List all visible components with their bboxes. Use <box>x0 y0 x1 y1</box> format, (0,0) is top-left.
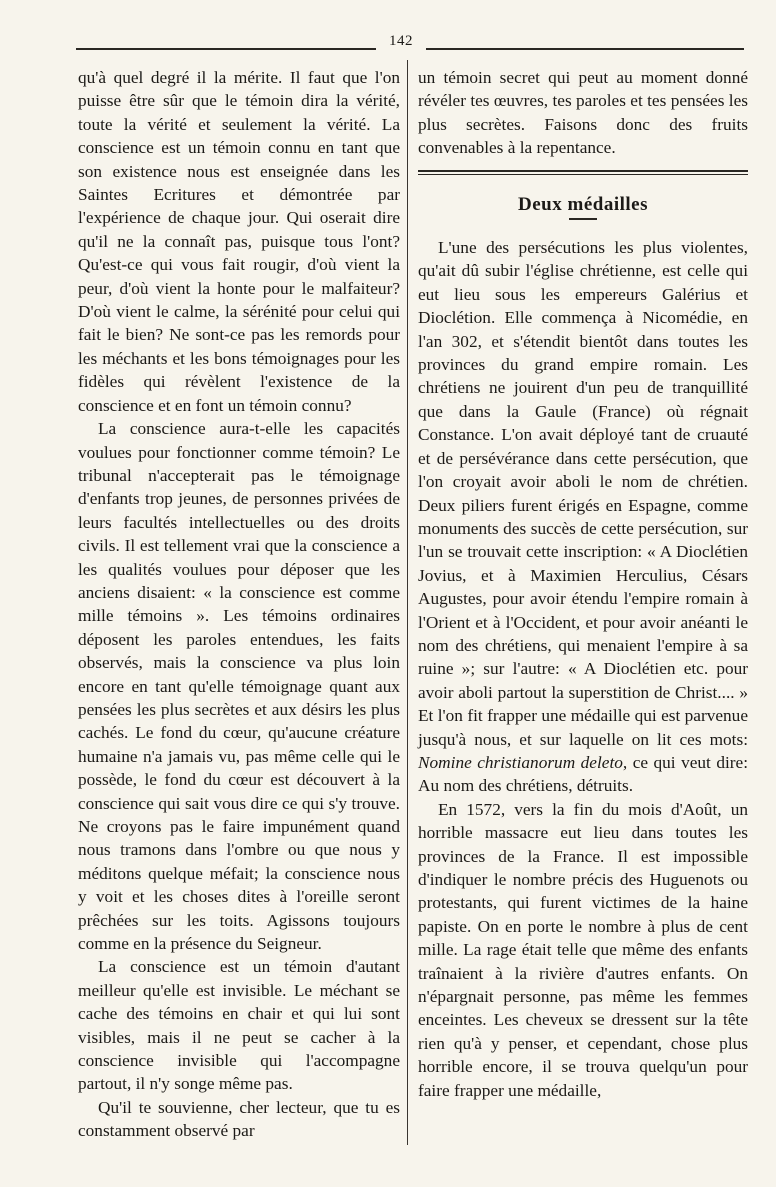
paragraph-text: L'une des persécutions les plus violentes, qu'ait dû subir l'église chrétienne, est celle qui eut lieu sous les empereurs Galérius et Dioclétion. Elle commença à Nicomédie, en l'an 302, et s'étendit bientôt dans toutes les provinces du grand empire romain. Les chrétiens ne jouirent d'un peu de tranquillité que dans la Gaule (France) où régnait Constance. L'on avait déployé tant de cruauté et de persévérance dans cette persécution, que l'on croyait avoir aboli le nom de chrétien. Deux piliers furent érigés en Espagne, comme monuments des succès de cette persécution, sur l'un se trouvait cette inscription: « A Dioclétien Jovius, et à Maximien Herculius, Césars Augustes, pour avoir étendu l'empire romain à l'Orient et à l'Occident, et pour avoir anéanti le nom des chrétiens, qui menaient l'empire à sa ruine »; sur l'autre: « A Dioclétien etc. pour avoir aboli partout la superstition de Christ.... » Et l'on fit frapper une médaille qui est parvenue jusqu'à nous, et sur laquelle on lit ces mots: <box>418 238 748 749</box>
right-column <box>418 66 748 1102</box>
paragraph <box>418 236 748 798</box>
title-dash <box>569 218 597 220</box>
paragraph: En 1572, vers la fin du mois d'Août, un horrible massacre eut lieu dans toutes les provinces de la France. Il est impossible d'indiquer le nombre précis des Huguenots ou protestants, qui furent victimes de la haine papiste. On en porte le nombre à plus de cent mille. La rage était telle que même des enfants traînaient à la rivière d'autres enfants. On n'épargnait personne, pas même les femmes enceintes. Les cheveux se dressent sur la tête rien qu'à y penser, et cependant, chose plus horrible encore, il se trouva quelqu'un pour faire frapper une médaille, <box>418 799 748 1100</box>
paragraph: qu'à quel degré il la mérite. Il faut que l'on puisse être sûr que le témoin dira la vérité, toute la vérité et seulement la vérité. La conscience est un témoin connu en tant que son existence nous est enseignée dans les Saintes Ecritures et démontrée par l'expérience de chaque jour. Qui oserait dire qu'il ne la connaît pas, puisque tous l'ont? Qu'est-ce qui vous fait rougir, d'où vient la peur, d'où vient la honte pour le malfaiteur? D'où vient le calme, la sérénité pour celui qui fait le bien? Ne sont-ce pas les remords pour les méchants et les bons témoignages pour les fidèles qui révèlent l'existence de la conscience et en font un témoin connu? <box>78 68 400 415</box>
paragraph: La conscience est un témoin d'autant meilleur qu'elle est invisible. Le méchant se cache des témoins en chair et qui lui sont visibles, mais il ne peut se cacher à la conscience invisible qui l'accompagne partout, il n'y songe même pas. <box>78 957 400 1094</box>
paragraph: un témoin secret qui peut au moment donné révéler tes œuvres, tes paroles et tes pensées les plus secrètes. Faisons donc des fruits convenables à la repentance. <box>418 68 748 158</box>
section-title: Deux médailles <box>518 193 648 215</box>
paragraph: Qu'il te souvienne, cher lecteur, que tu es constamment observé par <box>78 1097 400 1141</box>
paragraph: La conscience aura-t-elle les capacités voulues pour fonctionner comme témoin? Le tribunal n'accepterait pas le témoignage d'enfants trop jeunes, de personnes privées de leurs facultés intellectuelles ou des droits civils. Il est tellement vrai que la conscience a les qualités voulues pour déposer que les anciens disaient: « la conscience est comme mille témoins ». Les témoins ordinaires déposent les paroles entendues, les faits observés, mais la conscience va plus loin encore en tant qu'elle témoignage quant aux pensées les plus secrètes et aux désirs les plus cachés. Le fond du cœur, qu'aucune créature humaine n'a jamais vu, pas même celle qui le possède, le fond du cœur est découvert à la conscience qui sait vous dire ce qui s'y trouve. Ne croyons pas le faire impunément quand nous tramons dans l'ombre ou que nous y méditons quelque méfait; la conscience nous y voit et les choses dites à l'oreille seront prêchées sur les toits. Agissons toujours comme en la présence du Seigneur. <box>78 419 400 954</box>
latin-phrase: Nomine christianorum deleto <box>418 752 623 772</box>
section-rule <box>418 170 748 175</box>
left-column <box>78 66 400 1143</box>
page-number: 142 <box>376 33 426 50</box>
paragraph-text-end: , ce qui veut dire: Au nom des chrétiens, détruits. <box>418 752 748 796</box>
column-divider <box>407 60 408 1145</box>
